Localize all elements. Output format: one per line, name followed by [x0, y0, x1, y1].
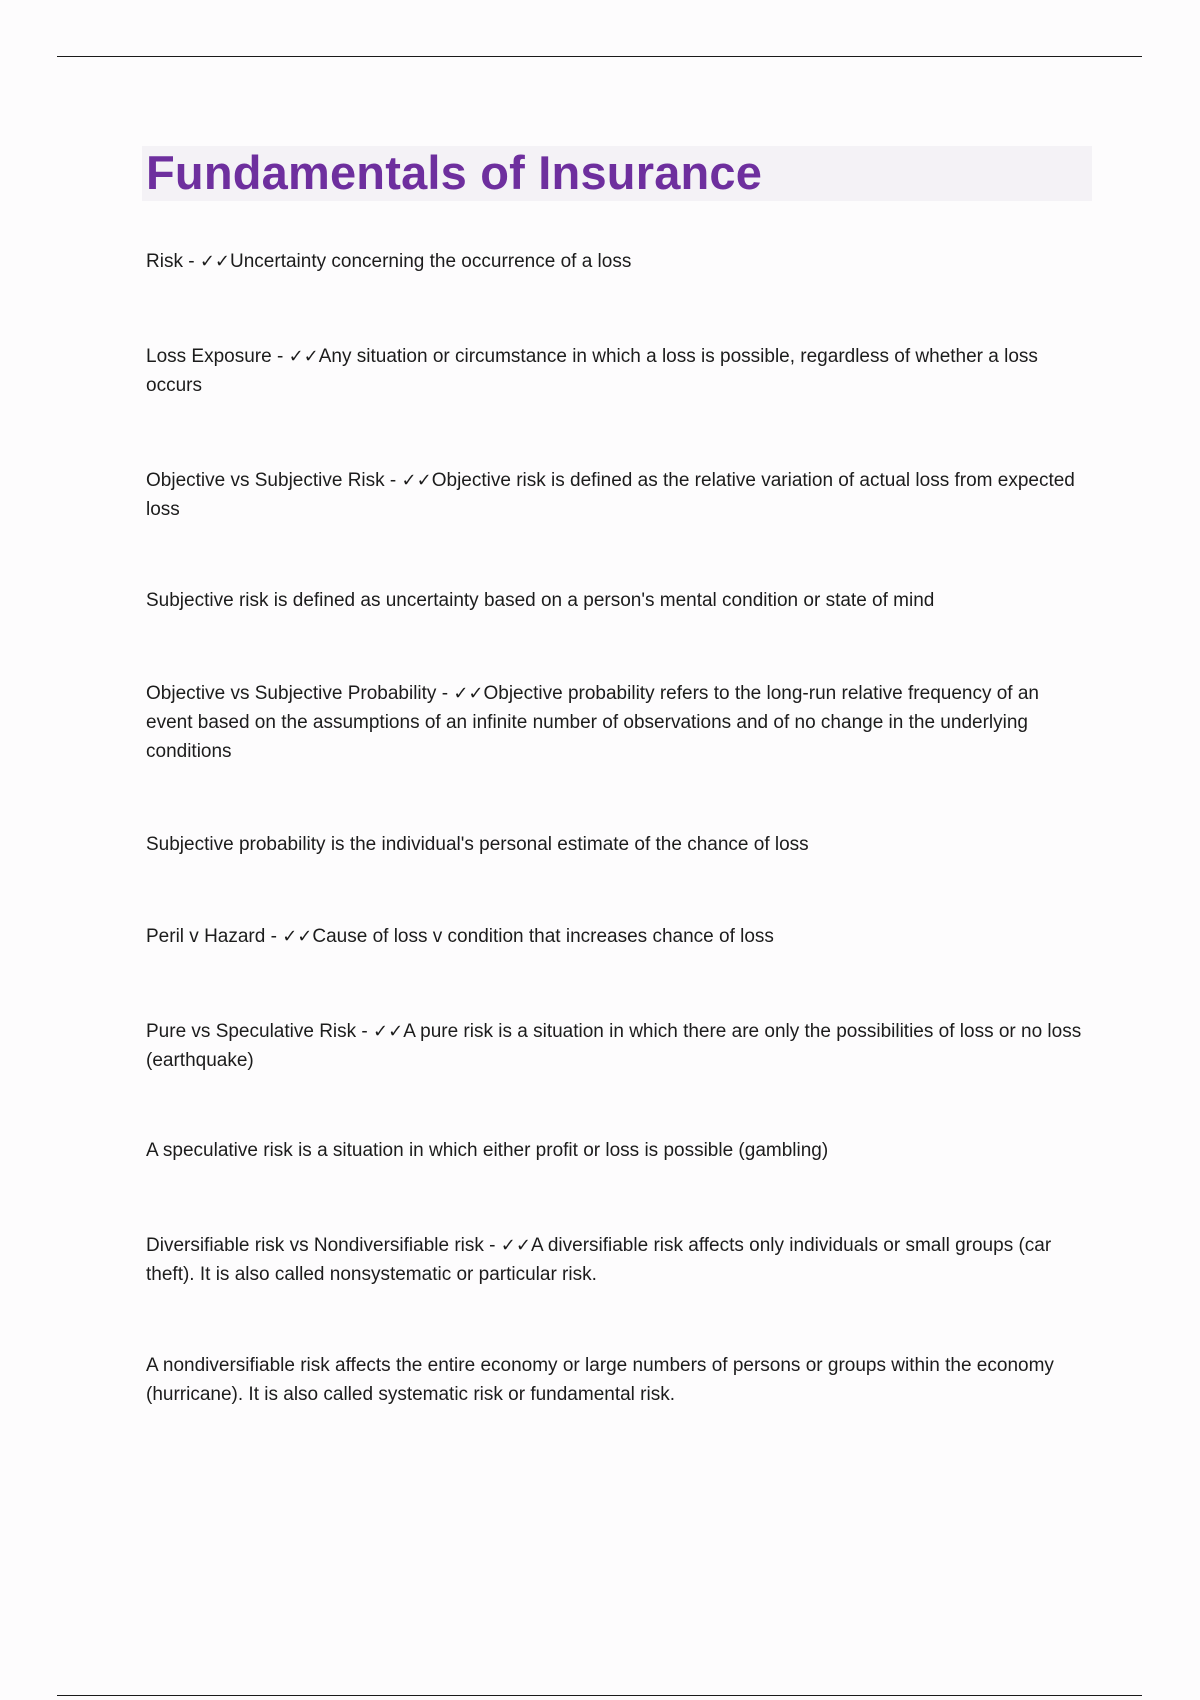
entry-pure-vs-speculative-risk — [146, 1017, 1086, 1075]
entry-nondiversifiable-risk-text: A nondiversifiable risk affects the entire economy or large numbers of persons or groups within the economy (hurricane). It is also called systematic risk or fundamental risk. — [146, 1355, 1054, 1405]
entry-peril-v-hazard — [146, 922, 1086, 951]
separator: - — [483, 1235, 501, 1256]
separator: - — [271, 346, 289, 367]
double-check-icon: ✓✓ — [282, 926, 313, 947]
double-check-icon: ✓✓ — [401, 470, 432, 491]
double-check-icon: ✓✓ — [199, 251, 231, 272]
entry-definition: A pure risk is a situation in which there are only the possibilities of loss or no loss (earthquake) — [146, 1021, 1082, 1071]
separator: - — [356, 1021, 374, 1042]
entry-term: Peril v Hazard — [146, 926, 266, 947]
page-title: Fundamentals of Insurance — [146, 146, 763, 199]
separator: - — [182, 251, 200, 272]
bottom-rule — [57, 1695, 1142, 1696]
entry-term: Objective vs Subjective Probability — [146, 683, 437, 704]
separator: - — [436, 683, 454, 704]
entry-speculative-risk-text: A speculative risk is a situation in which either profit or loss is possible (gambling) — [146, 1140, 829, 1161]
entry-risk — [146, 247, 1086, 276]
entry-subjective-probability-text: Subjective probability is the individual's personal estimate of the chance of loss — [146, 834, 809, 855]
entry-diversifiable-vs-nondiversifiable-risk — [146, 1231, 1086, 1289]
double-check-icon: ✓✓ — [453, 683, 484, 704]
entry-objective-vs-subjective-risk — [146, 466, 1086, 524]
double-check-icon: ✓✓ — [288, 346, 319, 367]
entry-definition: Objective risk is defined as the relative variation of actual loss from expected loss — [146, 470, 1075, 520]
entry-term: Diversifiable risk vs Nondiversifiable risk — [146, 1235, 484, 1256]
entry-objective-vs-subjective-probability — [146, 679, 1086, 766]
entry-term: Objective vs Subjective Risk — [146, 470, 385, 491]
entry-definition: Uncertainty concerning the occurrence of a loss — [230, 251, 632, 272]
double-check-icon: ✓✓ — [500, 1235, 531, 1256]
entry-definition: Objective probability refers to the long-run relative frequency of an event based on the assumptions of an infinite number of observations and of no change in the underlying conditions — [146, 683, 1040, 762]
double-check-icon: ✓✓ — [373, 1021, 404, 1042]
separator: - — [384, 470, 402, 491]
entry-definition: A diversifiable risk affects only individuals or small groups (car theft). It is also called nonsystematic or particular risk. — [146, 1235, 1052, 1285]
entry-subjective-risk-text: Subjective risk is defined as uncertainty based on a person's mental condition or state of mind — [146, 590, 935, 611]
entry-term: Loss Exposure — [146, 346, 272, 367]
entry-loss-exposure — [146, 342, 1086, 400]
entry-term: Risk — [146, 251, 183, 272]
top-rule — [57, 56, 1142, 57]
entry-definition: Any situation or circumstance in which a loss is possible, regardless of whether a loss occurs — [146, 346, 1038, 396]
separator: - — [265, 926, 283, 947]
entries-list — [146, 247, 1086, 1409]
entry-term: Pure vs Speculative Risk — [146, 1021, 357, 1042]
entry-definition: Cause of loss v condition that increases chance of loss — [312, 926, 774, 947]
